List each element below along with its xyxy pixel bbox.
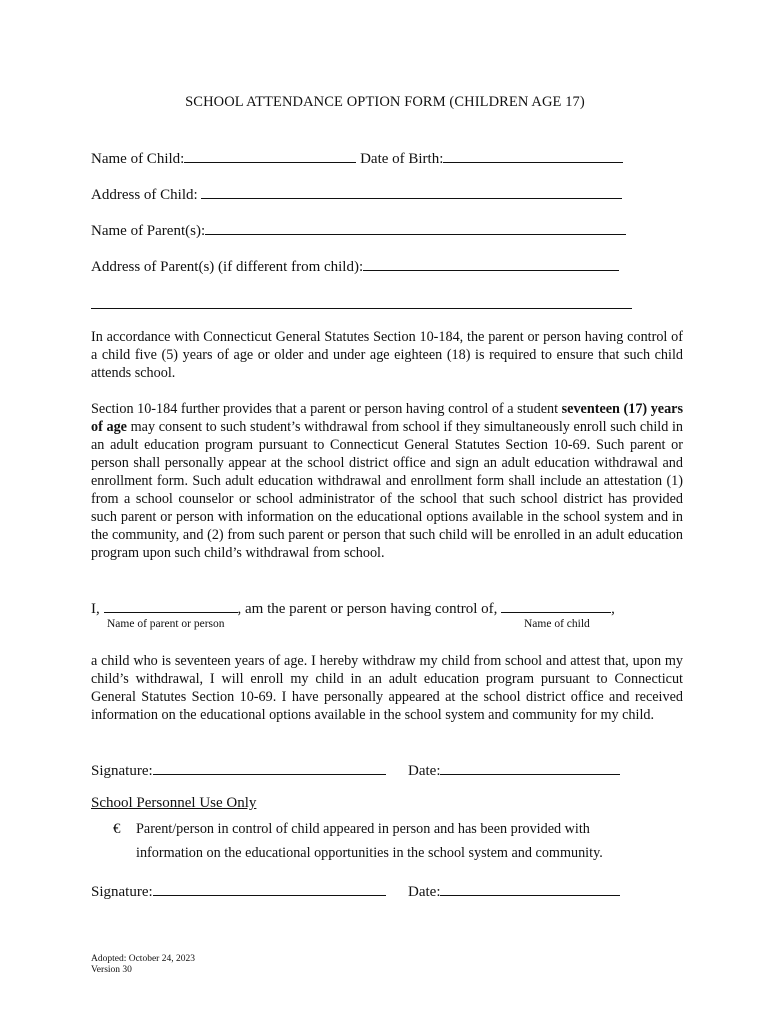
- date-of-birth-input[interactable]: [443, 148, 623, 163]
- name-of-child-label: Name of Child:: [91, 151, 185, 167]
- personnel-checkbox[interactable]: €: [113, 821, 121, 837]
- address-of-parents-label: Address of Parent(s) (if different from child):: [91, 259, 364, 275]
- parent-date-row: [408, 760, 620, 780]
- child-name-caption: Name of child: [524, 618, 590, 630]
- child-address-row: [91, 184, 622, 204]
- child-name-row: [91, 148, 623, 168]
- date-of-birth-label: Date of Birth:: [360, 151, 444, 167]
- personnel-heading: School Personnel Use Only: [91, 795, 257, 811]
- footer-adopted: Adopted: October 24, 2023: [91, 954, 195, 964]
- address-of-parents-input-line2[interactable]: [91, 293, 632, 309]
- parent-signature-row: [91, 760, 386, 780]
- parent-date-input[interactable]: [440, 760, 620, 775]
- personnel-signature-row: [91, 881, 386, 901]
- date-label: Date:: [408, 763, 441, 779]
- personnel-date-input[interactable]: [440, 881, 620, 896]
- footer-version: Version 30: [91, 965, 132, 975]
- personnel-statement-line1: Parent/person in control of child appeared in person and has been provided with: [136, 821, 590, 837]
- parent-name-input[interactable]: [104, 598, 238, 613]
- parent-name-row: [91, 220, 626, 240]
- attestation-paragraph: a child who is seventeen years of age. I hereby withdraw my child from school and attest that, upon my child’s withdrawal, I will enroll my child in an adult education program pursuant to Connecticut General Statutes Section 10-69. I have personally appeared at the school district office and received information on the educational options available in the school system and community for my child.: [91, 653, 683, 723]
- consent-suffix: ,: [611, 601, 615, 617]
- parent-address-row: [91, 256, 619, 276]
- name-of-parents-label: Name of Parent(s):: [91, 223, 206, 239]
- statute-paragraph-1: In accordance with Connecticut General Statutes Section 10-184, the parent or person having control of a child five (5) years of age or older and under age eighteen (18) is required to ensure that such child attends school.: [91, 329, 683, 381]
- parent-signature-input[interactable]: [153, 760, 386, 775]
- date-label: Date:: [408, 884, 441, 900]
- child-name-input[interactable]: [501, 598, 611, 613]
- name-of-child-input[interactable]: [184, 148, 356, 163]
- footer: [91, 954, 195, 976]
- consent-row: [91, 598, 615, 618]
- form-title: SCHOOL ATTENDANCE OPTION FORM (CHILDREN AGE 17): [185, 94, 585, 110]
- signature-label: Signature:: [91, 884, 153, 900]
- address-of-parents-input[interactable]: [363, 256, 619, 271]
- para2-bold: seventeen (17) years of age: [91, 401, 683, 435]
- para2-rest: may consent to such student’s withdrawal from school if they simultaneously enroll such child in an adult education program pursuant to Connecticut General Statutes Section 10-69. Such parent or person shall personally appear at the school district office and sign an adult education withdrawal and enrollment form. Such adult education withdrawal and enrollment form shall include an attestation (1) from a school counselor or school administrator of the school that such school district has provided such parent or person with information on the educational options available in the school system and in the community, and (2) from such parent or person that such child will be enrolled in an adult education program upon such child’s withdrawal from school.: [91, 419, 683, 561]
- name-of-parents-input[interactable]: [205, 220, 626, 235]
- personnel-statement-line2: information on the educational opportunities in the school system and community.: [136, 845, 603, 861]
- consent-prefix: I,: [91, 601, 100, 617]
- para2-start: Section 10-184 further provides that a parent or person having control of a student: [91, 401, 562, 417]
- consent-middle: , am the parent or person having control of,: [237, 601, 498, 617]
- parent-name-caption: Name of parent or person: [107, 618, 225, 630]
- personnel-signature-input[interactable]: [153, 881, 386, 896]
- statute-paragraph-2: [91, 400, 683, 562]
- address-of-child-input[interactable]: [201, 184, 622, 199]
- personnel-date-row: [408, 881, 620, 901]
- address-of-child-label: Address of Child:: [91, 187, 198, 203]
- signature-label: Signature:: [91, 763, 153, 779]
